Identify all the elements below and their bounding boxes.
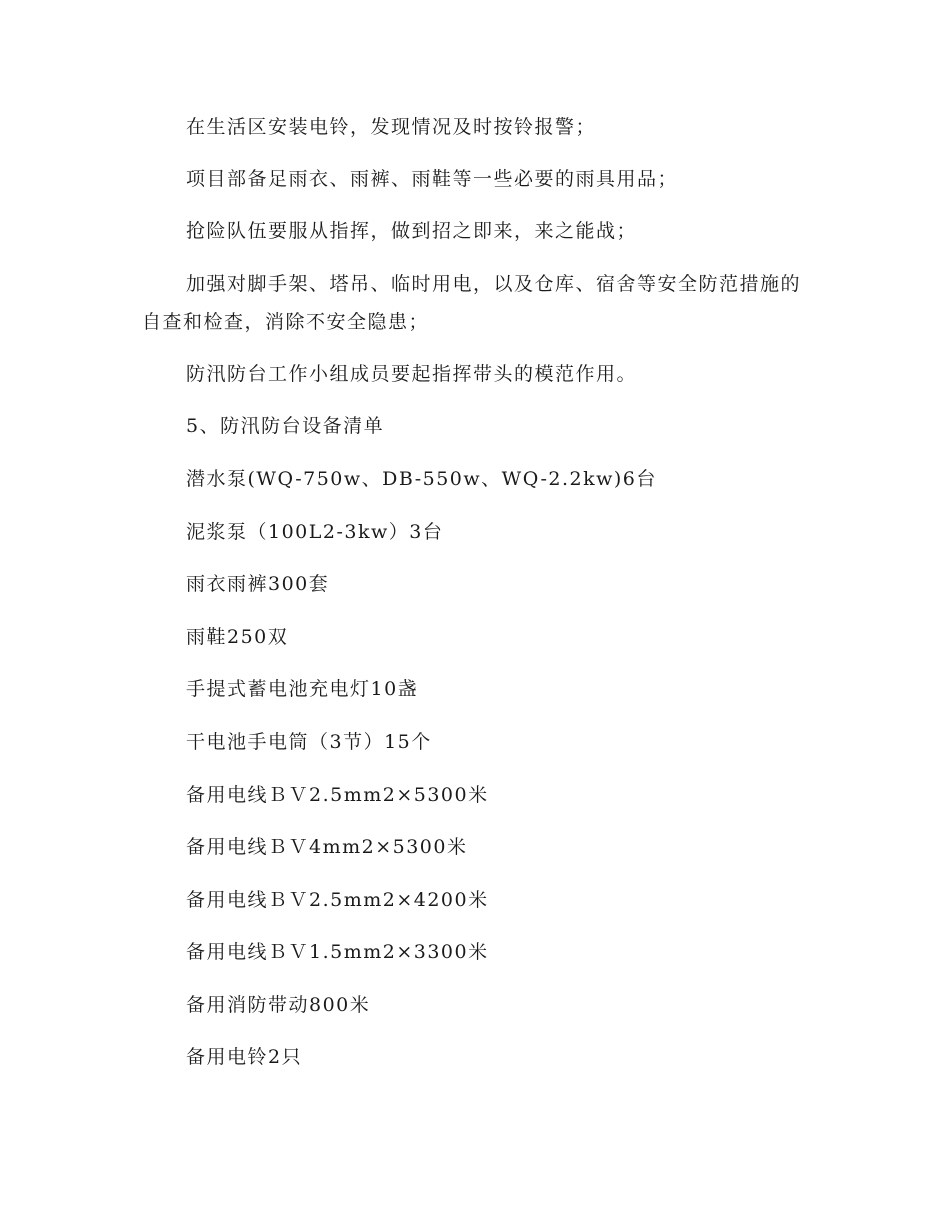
section-heading: 5、防汛防台设备清单 xyxy=(186,415,385,437)
list-item: 雨鞋250双 xyxy=(186,626,289,648)
list-item: 备用电铃2只 xyxy=(186,1046,303,1068)
list-item: 备用电线ＢＶ1.5mm2×3300米 xyxy=(186,941,489,963)
paragraph-alarm-bell: 在生活区安装电铃，发现情况及时按铃报警； xyxy=(186,116,597,138)
list-item: 雨衣雨裤300套 xyxy=(186,573,330,595)
paragraph-rescue-team: 抢险队伍要服从指挥，做到招之即来，来之能战； xyxy=(186,220,638,242)
list-item: 备用电线ＢＶ2.5mm2×4200米 xyxy=(186,889,489,911)
list-item: 备用电线ＢＶ4mm2×5300米 xyxy=(186,836,468,858)
paragraph-leadership: 防汛防台工作小组成员要起指挥带头的模范作用。 xyxy=(186,363,638,385)
list-item: 泥浆泵（100L2-3kw）3台 xyxy=(186,521,444,543)
list-item: 潜水泵(WQ-750w、DB-550w、WQ-2.2kw)6台 xyxy=(186,468,657,490)
list-item: 备用消防带动800米 xyxy=(186,994,371,1016)
list-item: 备用电线ＢＶ2.5mm2×5300米 xyxy=(186,784,489,806)
list-item: 干电池手电筒（3节）15个 xyxy=(186,731,432,753)
paragraph-safety-inspection: 加强对脚手架、塔吊、临时用电，以及仓库、宿舍等安全防范措施的自查和检查，消除不安全隐患； xyxy=(142,273,802,333)
paragraph-rain-gear: 项目部备足雨衣、雨裤、雨鞋等一些必要的雨具用品； xyxy=(186,168,679,190)
list-item: 手提式蓄电池充电灯10盏 xyxy=(186,678,419,700)
